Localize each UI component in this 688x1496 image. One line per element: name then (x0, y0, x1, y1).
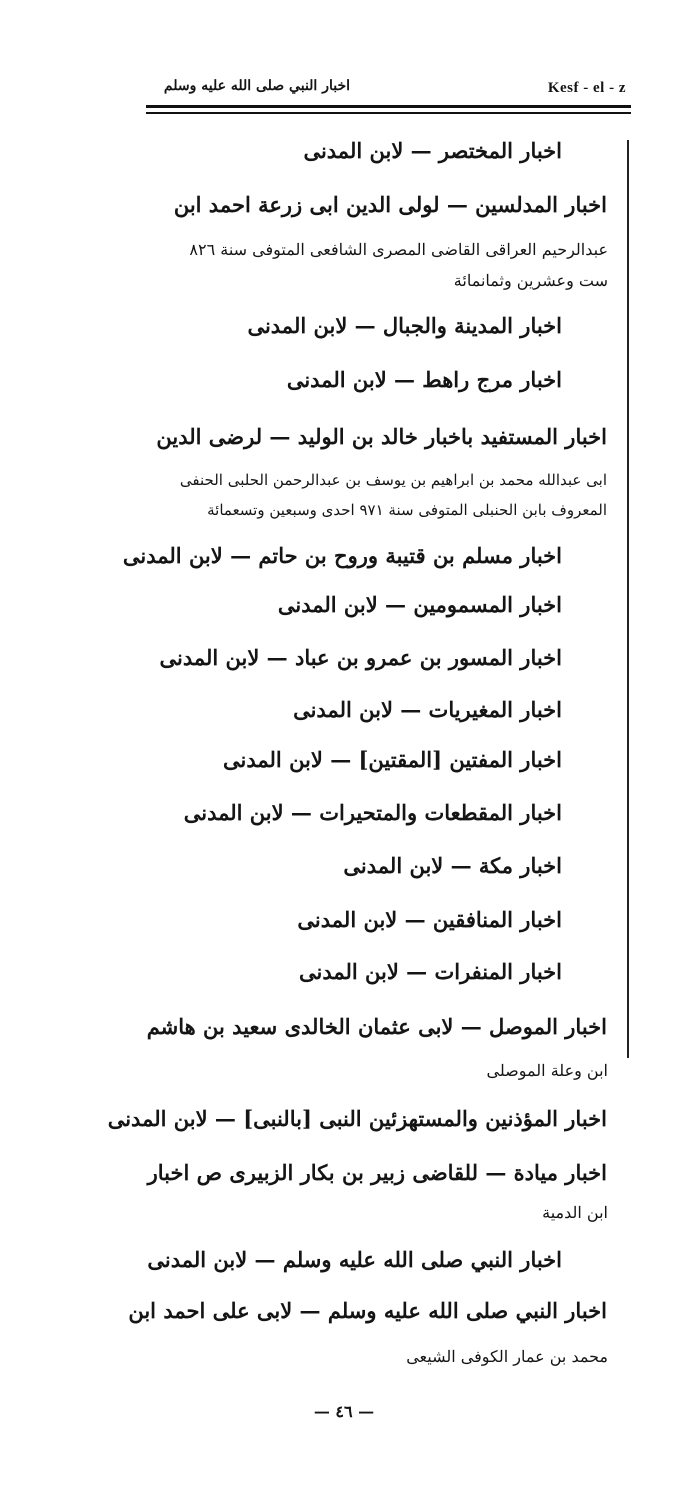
entry-line: المعروف بابن الحنبلى المتوفى سنة ٩٧١ احدى وسبعين وتسعمائة (207, 501, 607, 519)
entry-line: ابن الدمية (542, 1203, 608, 1222)
margin-rule (627, 140, 629, 1058)
entry-line: اخبار المسور بن عمرو بن عباد — لابن المدنى (159, 645, 562, 670)
entry-line: اخبار ميادة — للقاضى زبير بن بكار الزبيرى ص اخبار (147, 1160, 607, 1185)
section-label: Kesf - el - z (547, 80, 626, 96)
entry-line: اخبار المسمومين — لابن المدنى (277, 592, 562, 617)
entry-line: اخبار المغيريات — لابن المدنى (293, 697, 562, 722)
entry-line: اخبار الموصل — لابى عثمان الخالدى سعيد بن هاشم (146, 1014, 607, 1039)
header-rule-thick (146, 105, 631, 108)
entry-line: اخبار مكة — لابن المدنى (343, 853, 562, 878)
entry-line: ابن وعلة الموصلى (486, 1061, 608, 1080)
running-title: اخبار النبي صلى الله عليه وسلم (163, 78, 350, 94)
entry-line: ابى عبدالله محمد بن ابراهيم بن يوسف بن عبدالرحمن الحلبى الحنفى (179, 471, 607, 489)
entry-line: اخبار المدلسين — لولى الدين ابى زرعة احمد ابن (173, 192, 607, 217)
entry-line: اخبار المختصر — لابن المدنى (303, 138, 562, 163)
entry-line: محمد بن عمار الكوفى الشيعى (406, 1347, 608, 1366)
entry-line: اخبار المدينة والجبال — لابن المدنى (247, 313, 562, 338)
entry-line: اخبار مرج راهط — لابن المدنى (286, 367, 562, 392)
header-rule-thin (146, 112, 631, 114)
entry-line: اخبار المفتين [المقتين] — لابن المدنى (223, 747, 562, 772)
page-number: — ٤٦ — (313, 1402, 375, 1421)
entry-line: اخبار المؤذنين والمستهزئين النبى [بالنبى] — لابن المدنى (107, 1106, 607, 1131)
entry-line: اخبار النبي صلى الله عليه وسلم — لابن المدنى (147, 1247, 562, 1272)
entry-line: اخبار المقطعات والمتحيرات — لابن المدنى (183, 800, 562, 825)
entry-line: ست وعشرين وثمانمائة (453, 271, 608, 290)
entry-line: اخبار النبي صلى الله عليه وسلم — لابى على احمد ابن (128, 1298, 607, 1323)
entry-line: اخبار المستفيد باخبار خالد بن الوليد — لرضى الدين (156, 424, 607, 449)
entry-line: اخبار مسلم بن قتيبة وروح بن حاتم — لابن المدنى (122, 543, 562, 568)
entry-line: عبدالرحيم العراقى القاضى المصرى الشافعى المتوفى سنة ٨٢٦ (189, 240, 608, 259)
entry-line: اخبار المنفرات — لابن المدنى (298, 959, 562, 984)
entry-line: اخبار المنافقين — لابن المدنى (297, 907, 562, 932)
